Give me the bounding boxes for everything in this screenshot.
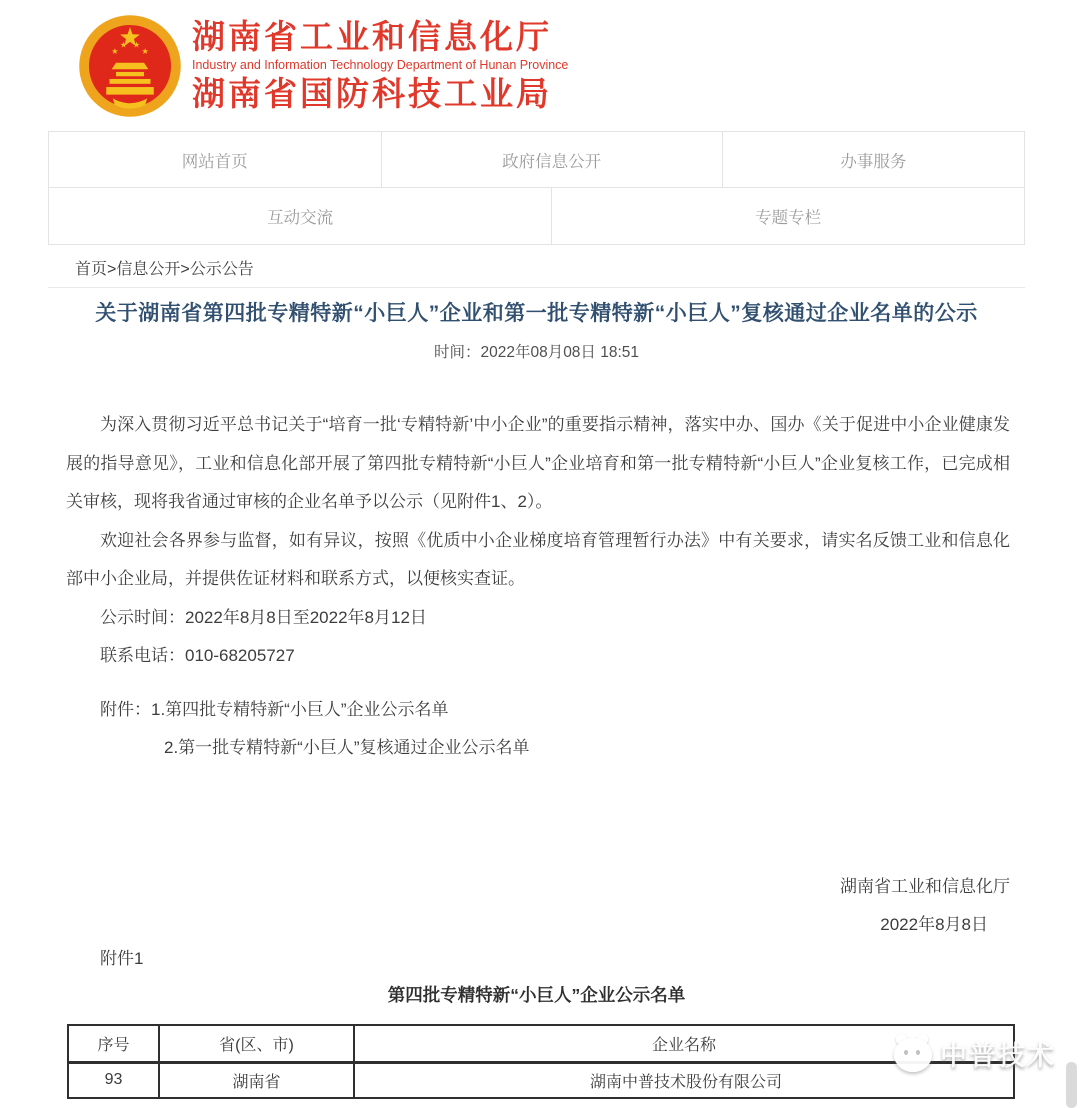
publicity-period: 公示时间：2022年8月8日至2022年8月12日 (100, 607, 427, 627)
attachment-item-2: 2.第一批专精特新“小巨人”复核通过企业公示名单 (164, 738, 530, 757)
annex-table (67, 1024, 1015, 1099)
org-name-line1: 湖南省工业和信息化厅 (192, 18, 552, 55)
col-header-province: 省(区、市) (159, 1025, 354, 1062)
publish-time: 时间：2022年08月08日 18:51 (433, 344, 640, 361)
table-header-row (68, 1025, 1014, 1062)
org-name-english: Industry and Information Technology Department of Hunan Province (192, 58, 569, 72)
nav-item-special-topics[interactable]: 专题专栏 (551, 188, 1024, 244)
article-body (66, 406, 1010, 945)
svg-text:★: ★ (111, 47, 119, 57)
svg-text:★: ★ (119, 40, 128, 50)
paragraph-2: 欢迎社会各界参与监督，如有异议，按照《优质中小企业梯度培育管理暂行办法》中有关要求，请实名反馈工业和信息化部中小企业局，并提供佐证材料和联系方式，以便核实查证。 (66, 530, 1010, 588)
site-header (0, 0, 1080, 130)
attachments (66, 691, 1010, 768)
watermark-text: 中普技术 (940, 1041, 1056, 1071)
cell-seq: 93 (68, 1062, 159, 1098)
nav-row-2 (48, 188, 1025, 245)
cell-company: 湖南中普技术股份有限公司 (354, 1062, 1014, 1098)
nav-item-interaction[interactable]: 互动交流 (267, 209, 334, 227)
col-header-company: 企业名称 (354, 1025, 1014, 1062)
paragraph-1: 为深入贯彻习近平总书记关于“培育一批‘专精特新’中小企业”的重要指示精神，落实中办、国办《关于促进中小企业健康发展的指导意见》，工业和信息化部开展了第四批专精特新“小巨人”企业培育和第一批专精特新“小巨人”企业复核工作，已完成相关审核，现将我省通过审核的企业名单予以公示（见附件1、2）。 (66, 415, 1010, 511)
main-nav (48, 131, 1025, 245)
svg-text:★: ★ (141, 47, 149, 57)
attachment-item-1: 1.第四批专精特新“小巨人”企业公示名单 (151, 699, 449, 719)
attachments-label: 附件： (100, 699, 151, 719)
org-name-line2: 湖南省国防科技工业局 (192, 75, 552, 112)
nav-item-services[interactable]: 办事服务 (722, 132, 1024, 187)
nav-item-home[interactable]: 网站首页 (181, 152, 248, 171)
annex-table-title: 第四批专精特新“小巨人”企业公示名单 (387, 985, 686, 1005)
nav-item-gov-info[interactable]: 政府信息公开 (381, 132, 722, 187)
breadcrumb-bar (48, 248, 1025, 288)
svg-text:★: ★ (132, 40, 141, 50)
attachment-line-1 (66, 691, 1010, 730)
nav-row-1 (48, 131, 1025, 188)
issuer-name: 湖南省工业和信息化厅 (840, 876, 1010, 896)
col-header-seq: 序号 (68, 1025, 159, 1062)
national-emblem-icon (76, 12, 184, 120)
issue-date: 2022年8月8日 (880, 915, 988, 934)
signature-block (66, 868, 1010, 945)
table-row (68, 1062, 1014, 1098)
breadcrumb[interactable]: 首页>信息公开>公示公告 (75, 261, 254, 278)
cell-province: 湖南省 (159, 1062, 354, 1098)
page-title: 关于湖南省第四批专精特新“小巨人”企业和第一批专精特新“小巨人”复核通过企业名单的公示 (95, 302, 978, 325)
contact-phone: 联系电话：010-68205727 (100, 646, 295, 665)
scrollbar-thumb[interactable] (1066, 1062, 1077, 1108)
annex-label: 附件1 (100, 949, 144, 968)
